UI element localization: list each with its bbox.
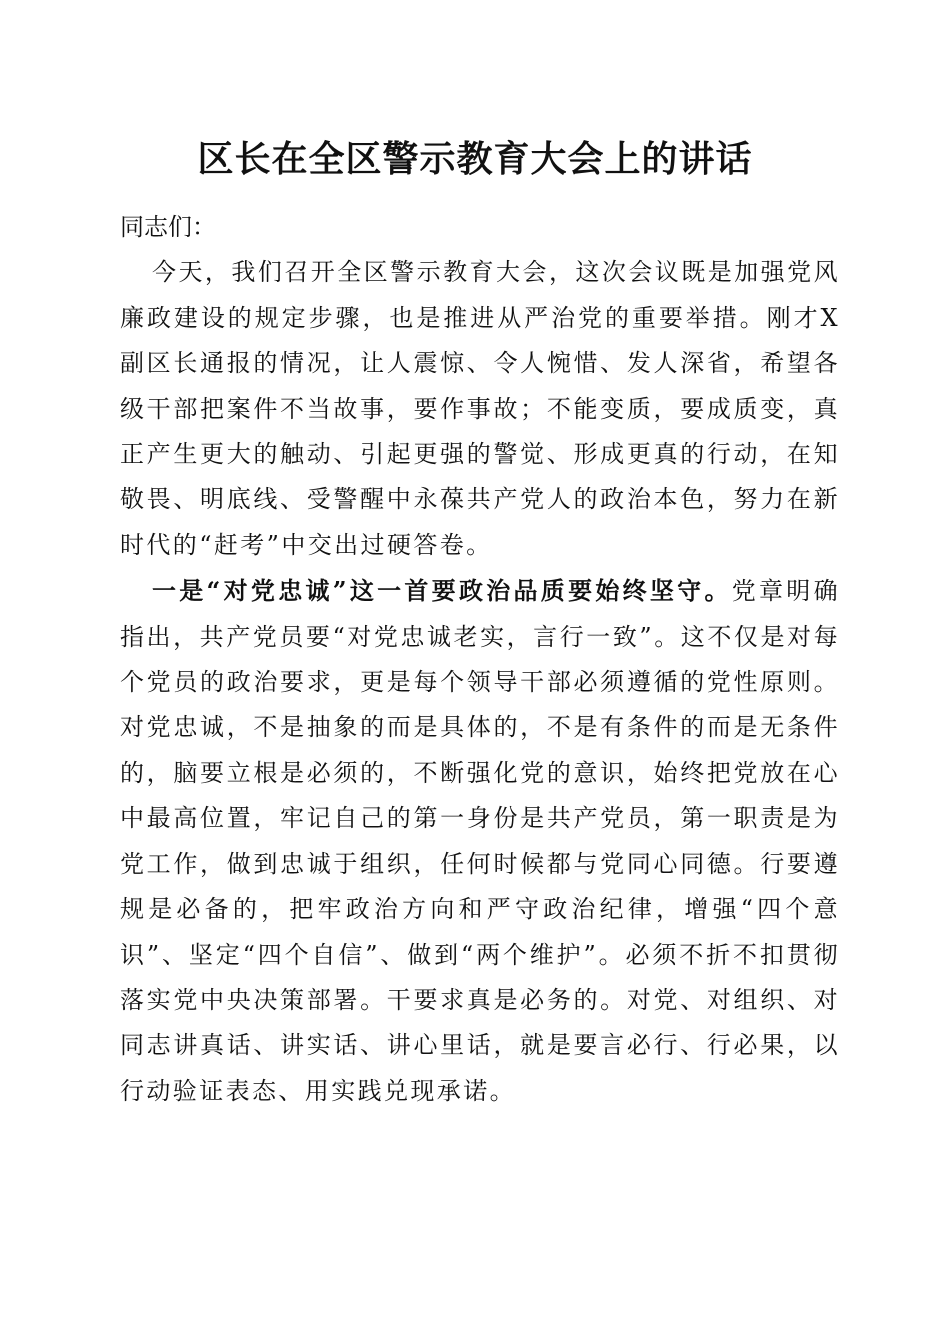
paragraph-loyalty (120, 568, 840, 1114)
paragraph-opening: 今天，我们召开全区警示教育大会，这次会议既是加强党风廉政建设的规定步骤，也是推进从严治党的重要举措。刚才X副区长通报的情况，让人震惊、令人惋惜、发人深省，希望各级干部把案件不当故事，要作事故；不能变质，要成质变，真正产生更大的触动、引起更强的警觉、形成更真的行动，在知敬畏、明底线、受警醒中永葆共产党人的政治本色，努力在新时代的“赶考”中交出过硬答卷。 (120, 258, 840, 559)
salutation: 同志们： (120, 213, 216, 241)
document-title: 区长在全区警示教育大会上的讲话 (197, 138, 753, 180)
paragraph-lead-sentence: 一是“对党忠诚”这一首要政治品质要始终坚守。 (152, 576, 732, 606)
paragraph-body-text: 党章明确指出，共产党员要“对党忠诚老实，言行一致”。这不仅是对每个党员的政治要求，更是每个领导干部必须遵循的党性原则。对党忠诚，不是抽象的而是具体的，不是有条件的而是无条件的，脑要立根是必须的，不断强化党的意识，始终把党放在心中最高位置，牢记自己的第一身份是共产党员，第一职责是为党工作，做到忠诚于组织，任何时候都与党同心同德。行要遵规是必备的，把牢政治方向和严守政治纪律，增强“四个意识”、坚定“四个自信”、做到“两个维护”。必须不折不扣贯彻落实党中央决策部署。干要求真是必务的。对党、对组织、对同志讲真话、讲实话、讲心里话，就是要言必行、行必果，以行动验证表态、用实践兑现承诺。 (120, 577, 840, 1105)
document-body (120, 205, 840, 1114)
